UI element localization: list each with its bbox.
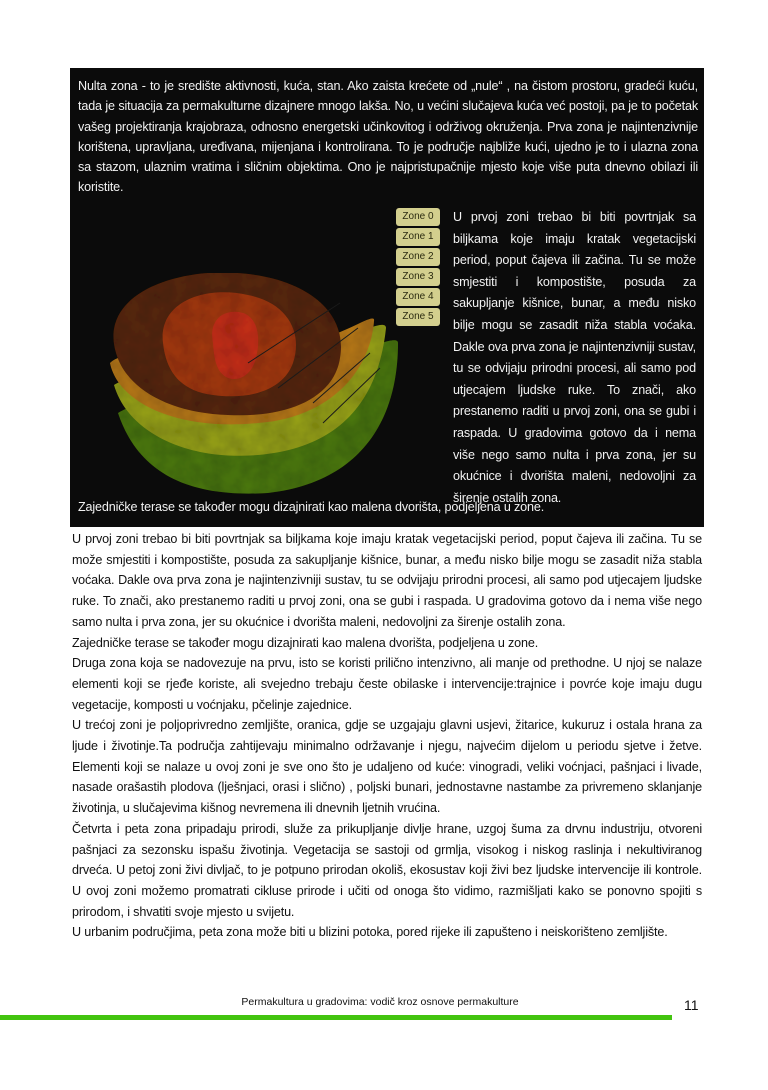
- body-paragraph: U prvoj zoni trebao bi biti povrtnjak sa biljkama koje imaju kratak vegetacijski period, poput čajeva ili začina. Tu se može smjestiti i kompostište, posuda za sakupljanje kišnice, bunar, a među nisko bilje mogu se zasadit niža stabla voćaka. Dakle ova prva zona je najintenzivniji sustav, tu se odvijaju prirodni procesi, ali samo pod utjecajem ljudske ruke. To znači, ako prestanemo raditi u prvoj zoni, ona se gubi i raspada. U gradovima gotovo da i nema više nego samo nulta i prva zona, jer su okućnice i dvorišta maleni, nedovoljni za širenje ostalih zona.: [72, 532, 702, 629]
- body-paragraph: Četvrta i peta zona pripadaju prirodi, služe za prikupljanje divlje hrane, uzgoj šuma za drvnu industriju, otvoreni pašnjaci za sezonsku ispašu životinja. Vegetacija se sastoji od grmlja, visokog i niskog raslinja i nekultiviranog drveća. U petoj zoni živi divljač, to je potpuno prirodan okoliš, ekosustav koji živi bez ljudske intervencije ili kontrole. U ovoj zoni možemo promatrati cikluse prirode i učiti od onoga što vidimo, razmišljati kako se ponovno spojiti s prirodom, i shvatiti svoje mjesto u svijetu.: [72, 821, 702, 919]
- zone-legend: [396, 208, 440, 328]
- legend-zone-4: Zone 4: [396, 288, 440, 306]
- zone-0-area: [212, 312, 258, 379]
- legend-zone-0: Zone 0: [396, 208, 440, 226]
- zone-one-side-text: U prvoj zoni trebao bi biti povrtnjak sa biljkama koje imaju kratak vegetacijski period, poput čajeva ili začina. Tu se može smjestiti i kompostište, posuda za sakupljanje kišnice, bunar, a među nisko bilje mogu se zasadit niža stabla voćaka. Dakle ova prva zona je najintenzivniji sustav, tu se odvijaju prirodni procesi, ali samo pod utjecajem ljudske ruke. To znači, ako prestanemo raditi u prvoj zoni, ona se gubi i raspada. U gradovima gotovo da i nema više nego samo nulta i prva zona, jer su okućnice i dvorišta maleni, nedovoljni za širenje ostalih zona.: [453, 210, 696, 505]
- body-paragraph: Druga zona koja se nadovezuje na prvu, isto se koristi prilično intenzivno, ali manje od prethodne. U njoj se nalaze elementi koji se rjeđe koriste, ali svejedno trebaju česte obilaske i intervencije:trajnice i povrće koje imaju dugu vegetacije, komposti u voćnjaku, pčelinje zajednice.: [72, 656, 702, 712]
- footer-divider: [0, 1015, 672, 1020]
- legend-zone-1: Zone 1: [396, 228, 440, 246]
- zone-zero-intro-text: Nulta zona - to je središte aktivnosti, kuća, stan. Ako zaista krećete od „nule“ , na čistom prostoru, gradeći kuću, tada je situacija za permakulturne dizajnere mnogo lakša. No, u većini slučajeva kuća već postoji, pa je to početak vašeg projektiranja krajobraza, odnosno energetski učinkovitog i održivog okruženja. Prva zona je najintenzivnije korištena, upravljana, uređivana, mijenjana i kontrolirana. To je područje najbliže kući, ujedno je to i ulazna zona sa stazom, ulaznim vratima i sličnim objektima. Ono je najpristupačnije mjesto koje više puta dnevno obilazi ili koristite.: [78, 79, 698, 195]
- zone-info-box: [70, 68, 704, 527]
- permaculture-zone-diagram: [108, 273, 398, 495]
- body-paragraph: Zajedničke terase se također mogu dizajnirati kao malena dvorišta, podjeljena u zone.: [72, 635, 539, 650]
- body-paragraph: U urbanim područjima, peta zona može biti u blizini potoka, pored rijeke ili zapušteno i neiskorišteno zemljište.: [72, 925, 668, 940]
- body-paragraph: U trećoj zoni je poljoprivredno zemljište, oranica, gdje se uzgajaju glavni usjevi, žitarice, kukuruz i ostala hrana za ljude i životinje.Ta područja zahtijevaju minimalno održavanje i njegu, najvećim dijelom u periodu sjetve i žetve. Elementi koji se nalaze u ovoj zoni je sve ono što je udaljeno od kuće: vinogradi, veliki voćnjaci, pašnjaci i livade, nasade orašastih plodova (lješnjaci, orasi i slično) , poljski bunari, jednostavne nastambe za privremeno sklanjanje životinja, u slučajevima kišnog nevremena ili dnevnih ljetnih vrućina.: [72, 718, 702, 816]
- legend-zone-5: Zone 5: [396, 308, 440, 326]
- footer-book-title: Permakultura u gradovima: vodič kroz osnove permakulture: [241, 996, 519, 1008]
- legend-zone-3: Zone 3: [396, 268, 440, 286]
- main-body-text: [72, 529, 702, 943]
- shared-terraces-caption: Zajedničke terase se također mogu dizajnirati kao malena dvorišta, podjeljena u zone.: [78, 500, 545, 514]
- legend-zone-2: Zone 2: [396, 248, 440, 266]
- page-number: 11: [684, 997, 699, 1013]
